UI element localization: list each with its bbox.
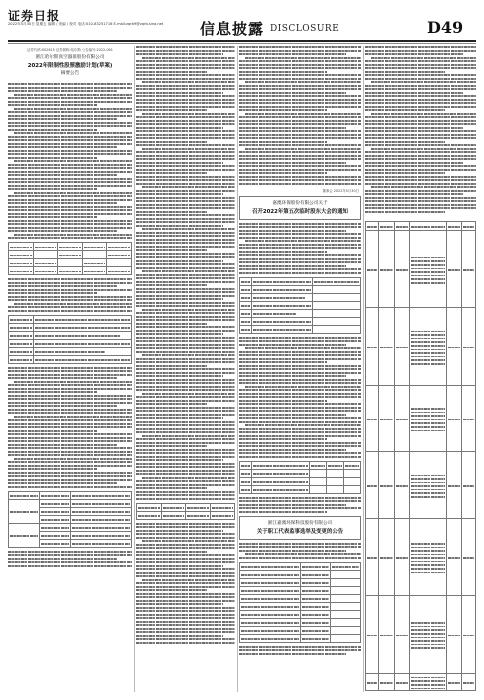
column-divider bbox=[363, 46, 364, 692]
header-rule-thin bbox=[8, 43, 476, 44]
data-table bbox=[239, 461, 361, 494]
notice-company: 嘉澳环保股份有限公司关于 bbox=[272, 200, 328, 206]
data-table bbox=[8, 242, 132, 275]
data-table bbox=[8, 315, 132, 364]
masthead bbox=[0, 0, 484, 46]
page-number: D49 bbox=[427, 18, 464, 37]
article-subtitle: 摘要公告 bbox=[60, 71, 80, 76]
column-divider bbox=[237, 46, 238, 692]
column-divider bbox=[134, 46, 135, 692]
article-company: 浙江哈尔斯真空器皿股份有限公司 bbox=[35, 55, 105, 60]
data-table bbox=[136, 503, 235, 520]
column-2 bbox=[136, 46, 235, 692]
header-rule bbox=[8, 40, 476, 42]
notice-company: 浙江嘉澳环保科技股份有限公司 bbox=[267, 520, 333, 526]
notice-box bbox=[239, 516, 361, 540]
notice-box bbox=[239, 196, 361, 220]
section-title: 信息披露 bbox=[200, 20, 265, 38]
column-1 bbox=[8, 46, 132, 692]
data-table bbox=[239, 277, 361, 334]
date-line: 2022年5月30日 星期五 编辑 / 美编 / 校对 电话:010-83251716 E-mail:zqrb9@zqrb.sina.net bbox=[8, 22, 164, 26]
notice-title: 关于职工代表监事选举及变更的公告 bbox=[256, 528, 344, 535]
notice-title: 召开2022年第五次临时股东大会的通知 bbox=[252, 208, 348, 215]
column-3 bbox=[239, 46, 361, 692]
signature-block: 董事会 2022年5月30日 bbox=[322, 188, 359, 193]
data-table bbox=[365, 221, 476, 691]
article-title: 2022年限制性股票激励计划(草案) bbox=[27, 63, 113, 69]
article-code-line: 证券代码:002615 证券简称:哈尔斯 公告编号:2022-061 bbox=[27, 48, 113, 52]
article-body-text bbox=[8, 83, 132, 239]
newspaper-logo: 证券日报 bbox=[8, 9, 61, 23]
column-4 bbox=[365, 46, 476, 692]
section-title-en: DISCLOSURE bbox=[270, 24, 340, 34]
data-table bbox=[239, 562, 361, 643]
data-table bbox=[8, 491, 132, 548]
